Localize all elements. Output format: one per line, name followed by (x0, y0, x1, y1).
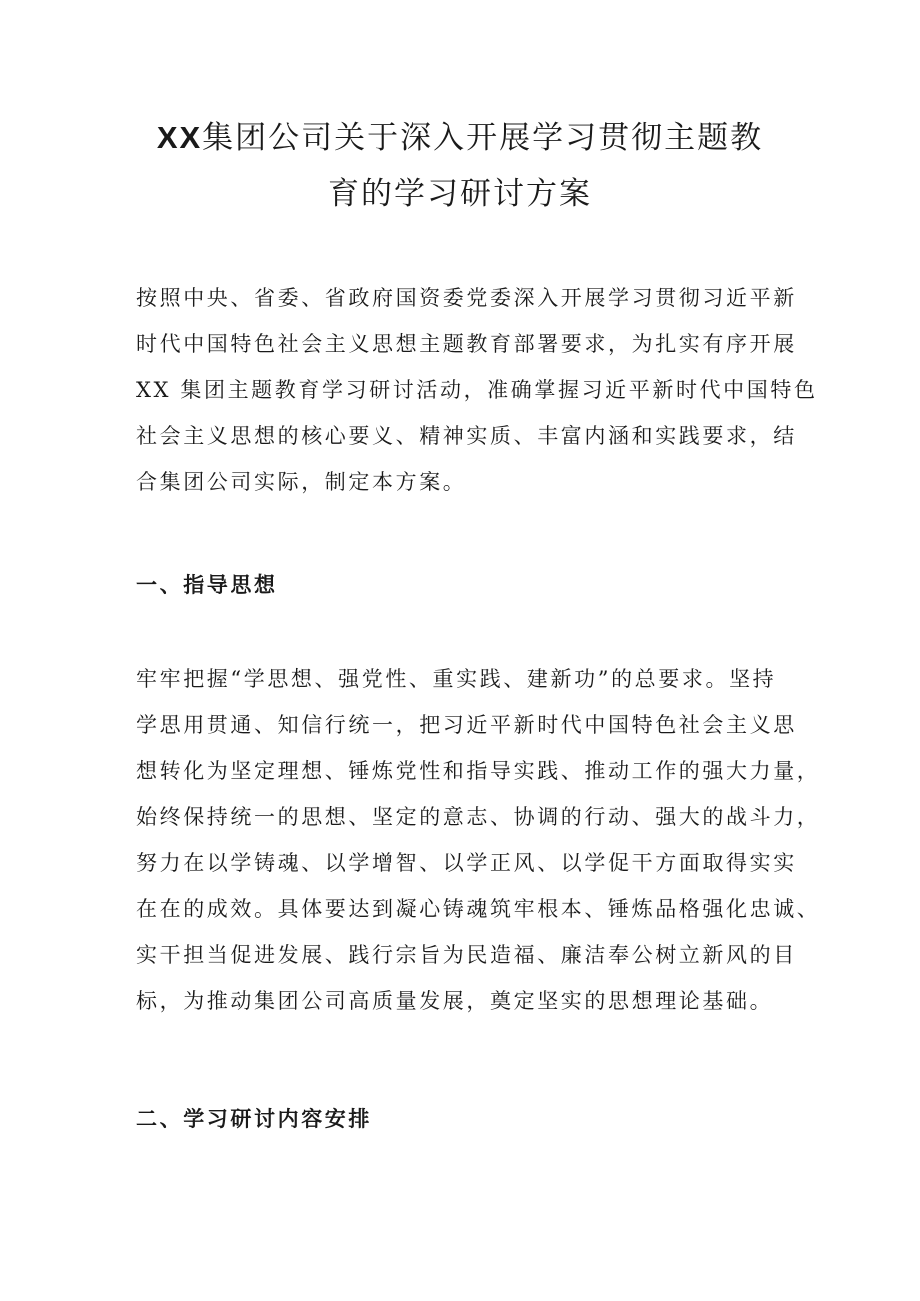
title-prefix: XX (156, 120, 203, 155)
paragraph-line: 标，为推动集团公司高质量发展，奠定坚实的思想理论基础。 (136, 989, 774, 1013)
paragraph-line: 学思用贯通、知信行统一，把习近平新时代中国特色社会主义思 (136, 713, 797, 737)
paragraph-line: 在在的成效。具体要达到凝心铸魂筑牢根本、锤炼品格强化忠诚、 (136, 897, 821, 921)
intro-line: XX 集团主题教育学习研讨活动，准确掌握习近平新时代中国特色 (136, 378, 818, 402)
guiding-ideology-paragraph (136, 656, 821, 1024)
intro-line: 社会主义思想的核心要义、精神实质、丰富内涵和实践要求，结 (136, 424, 797, 448)
paragraph-line: 始终保持统一的思想、坚定的意志、协调的行动、强大的战斗力， (136, 805, 821, 829)
paragraph-line: 想转化为坚定理想、锤炼党性和指导实践、推动工作的强大力量， (136, 759, 821, 783)
intro-paragraph (136, 275, 818, 505)
document-title-line-2: 育的学习研讨方案 (328, 176, 592, 212)
section-heading-guiding-ideology: 一、指导思想 (136, 572, 278, 597)
paragraph-line: 牢牢把握“学思想、强党性、重实践、建新功”的总要求。坚持 (136, 667, 777, 691)
paragraph-line: 实干担当促进发展、践行宗旨为民造福、廉洁奉公树立新风的目 (136, 943, 797, 967)
intro-line: 按照中央、省委、省政府国资委党委深入开展学习贯彻习近平新 (136, 286, 797, 310)
intro-line: 时代中国特色社会主义思想主题教育部署要求，为扎实有序开展 (136, 332, 797, 356)
title-line-1-text: 集团公司关于深入开展学习贯彻主题教 (202, 120, 764, 156)
intro-line: 合集团公司实际，制定本方案。 (136, 470, 467, 494)
document-title-line-1 (100, 118, 820, 158)
paragraph-line: 努力在以学铸魂、以学增智、以学正风、以学促干方面取得实实 (136, 851, 797, 875)
section-heading-study-arrangement: 二、学习研讨内容安排 (136, 1106, 372, 1131)
